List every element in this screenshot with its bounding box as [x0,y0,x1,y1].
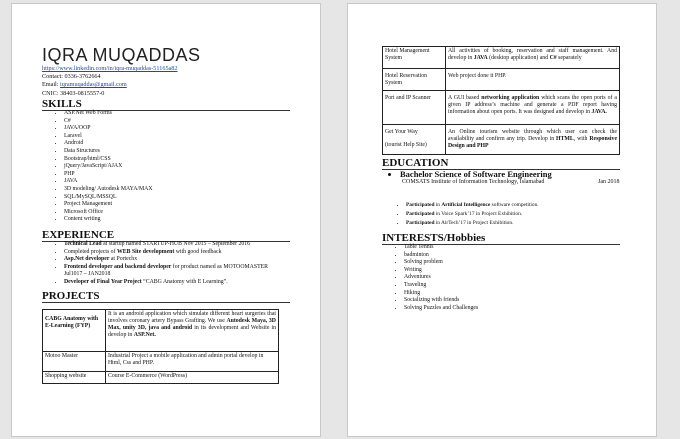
experience-item: • Asp.Net developer at Portechx [64,256,268,264]
project-name: Hotel Reservation System [383,69,446,91]
list-item: • badminton [404,252,478,260]
list-item: • Android [64,140,153,148]
project-desc: Web project done it PHP. [446,69,620,91]
list-item: • Adventures [404,274,478,282]
list-item: • Writing [404,267,478,275]
list-item: • Bootstrap/html/CSS [64,156,153,164]
table-row [383,91,620,125]
list-item: • Project Management [64,201,153,209]
list-item: • Data Structures [64,148,153,156]
project-name: Motoo Master [43,352,106,372]
table-row [43,372,279,384]
project-desc: Industrial Project a mobile application and admin portal develop in Html, Css and PHP. [106,352,279,372]
experience-list [50,241,268,287]
list-item: • Traveling [404,282,478,290]
resume-name: IQRA MUQADDAS [42,45,201,65]
contact-phone: Contact: 0336-3762664 [42,73,101,81]
linkedin-link[interactable]: https://www.linkedin.com/in/iqra-muqaddas-51165a82 [42,65,178,72]
projects-heading: PROJECTS [42,291,290,303]
list-item: • Content writing [64,216,153,224]
list-item: • PHP [64,171,153,179]
education-heading: EDUCATION [382,158,620,170]
project-desc: All activities of booking, reservation and staff management. And develop in JAVA (desktop application) and C# separately [446,47,620,69]
list-item: • Hiking [404,290,478,298]
skills-list [50,110,153,224]
project-name: CABG Anatomy with E-Learning (FYP) [43,310,106,352]
list-item: • Solving Puzzles and Challenges [404,305,478,313]
experience-item: • Frontend developer and backend developer for product named as MOTOOMASTER Jul1017 – JAN2018 [64,264,268,279]
project-desc: It is an android application which simulate different heart surgeries that involves coronary artery Bypass Grafting. We use Autodesk Maya, 3D Max, unity 3D, java and android in its development and Website in develop in ASP.Net. [106,310,279,352]
contact-cnic: CNIC: 38403-0815557-0 [42,89,105,97]
table-row [383,69,620,91]
list-item: • jQuery/JavaScript/AJAX [64,163,153,171]
list-item: • Table Tennis [404,244,478,252]
project-name: Get Your Way (tourist Help Site) [383,125,446,155]
project-desc: An Online tourism website through which user can check the availability and confirm any trip. Develop in HTML, with Responsive Design and PHP [446,125,620,155]
participation-item: • Participated in Artificial Intelligence software competition. [406,201,539,210]
skills-heading: SKILLS [42,99,290,111]
project-desc: A GUI based networking application which scans the open ports of a given IP address’s machine and generate a PDF report having information about open ports. It was designed and develop in JAVA. [446,91,620,125]
participation-item: • Participated in AirTech’17 in Project Exhibition. [406,219,539,228]
list-item: • Socializing with friends [404,297,478,305]
experience-heading: EXPERIENCE [42,230,290,242]
education-year: Jan 2018 [598,179,620,185]
education-item: • Bachelor Science of Software Engineering [400,169,552,179]
education-institute: COMSATS Institute of Information Technology, Islamabad [402,179,545,185]
table-row [383,125,620,155]
list-item: • C# [64,118,153,126]
list-item: • Solving problem [404,259,478,267]
interests-list [390,244,478,312]
experience-item: • Developer of Final Year Project “CABG Anatomy with E Learning”. [64,279,268,287]
project-name: Hotel Management System [383,47,446,69]
project-name: Shopping website [43,372,106,384]
list-item: • 3D modeling/ Autodesk MAYA/MAX [64,186,153,194]
interests-heading: INTERESTS/Hobbies [382,233,620,245]
list-item: • Microsoft Office [64,209,153,217]
project-name: Port and IP Scanner [383,91,446,125]
experience-item: • Technical Lead at startup named STARTUP-HUB Nov 2015 – September 2016 [64,241,268,249]
resume-page-2 [348,4,656,436]
experience-item: • Completed projects of WEB Site development with good feedback [64,249,268,257]
list-item: • SQL/MySQL/MSSQL [64,194,153,202]
contact-email: Email: iqramuqaddas@gmail.com [42,81,127,89]
participation-item: • Participated in Voice Spark’17 in Project Exhibition. [406,210,539,219]
projects-table [42,309,279,384]
table-row [383,47,620,69]
project-desc: Course E-Commerce (WordPress) [106,372,279,384]
contact-block [42,65,177,98]
list-item: • JAVA/OOP [64,125,153,133]
table-row [43,352,279,372]
list-item: • ASP.Net Web Forms [64,110,153,118]
resume-page-1 [12,4,320,436]
education-list [386,169,552,179]
table-row [43,310,279,352]
projects-table-continued [382,46,620,155]
list-item: • JAVA [64,178,153,186]
email-link[interactable]: iqramuqaddas@gmail.com [60,81,127,89]
participation-list [392,201,539,229]
list-item: • Laravel [64,133,153,141]
